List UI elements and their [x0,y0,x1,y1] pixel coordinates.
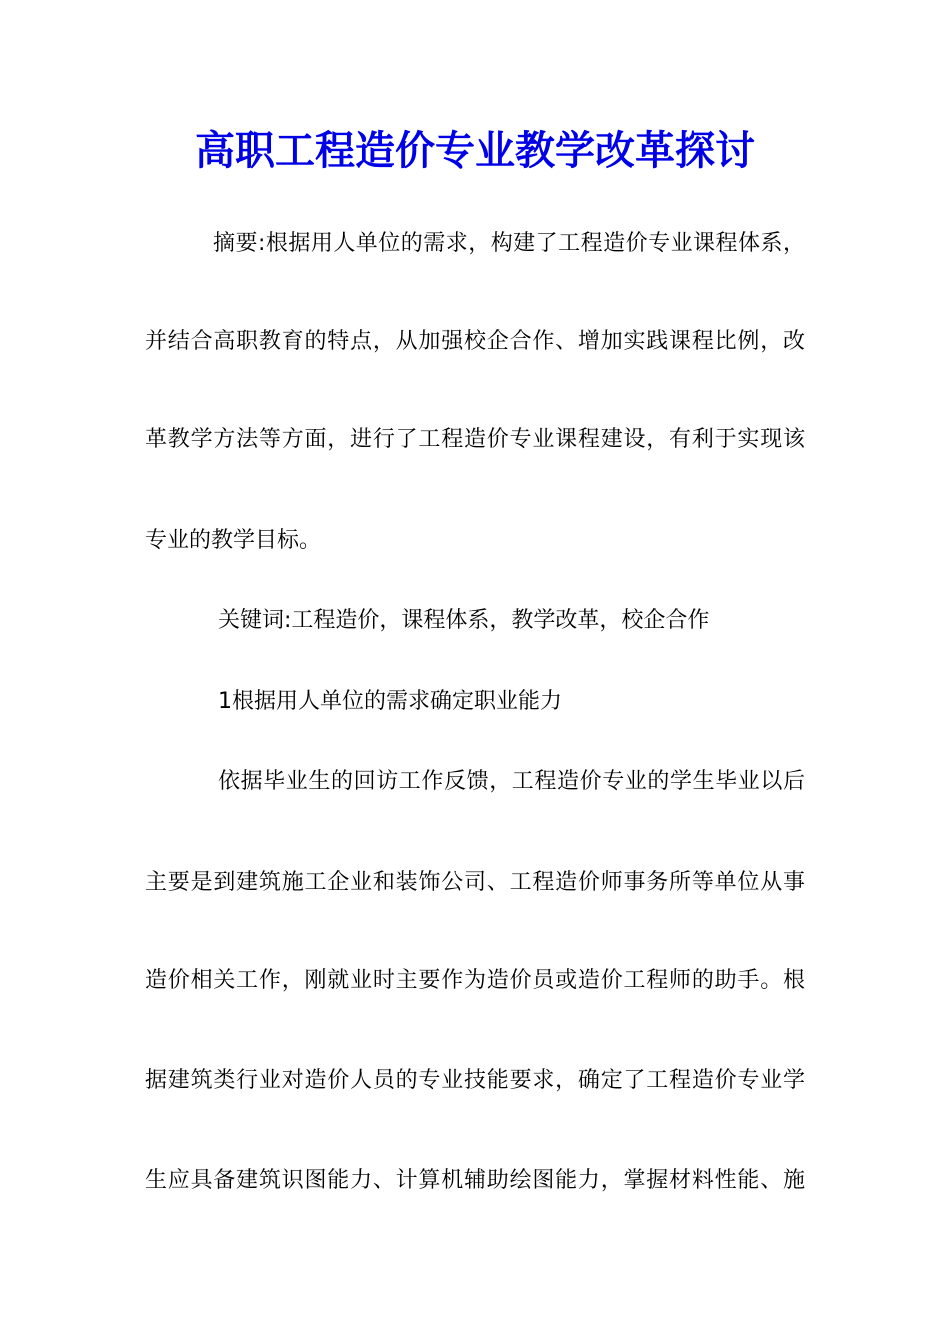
abstract-line-4: 专业的教学目标。 [145,528,322,553]
section-heading: 1根据用人单位的需求确定职业能力 [218,689,562,714]
body-line-1: 依据毕业生的回访工作反馈，工程造价专业的学生毕业以后 [218,769,805,794]
body-line-3: 造价相关工作，刚就业时主要作为造价员或造价工程师的助手。根 [145,968,805,993]
body-line-5: 生应具备建筑识图能力、计算机辅助绘图能力，掌握材料性能、施 [145,1168,805,1193]
body-line-2: 主要是到建筑施工企业和装饰公司、工程造价师事务所等单位从事 [145,870,805,895]
body-line-4: 据建筑类行业对造价人员的专业技能要求，确定了工程造价专业学 [145,1068,805,1093]
abstract-line-3: 革教学方法等方面，进行了工程造价专业课程建设，有利于实现该 [145,427,805,452]
document-title: 高职工程造价专业教学改革探讨 [195,127,755,174]
keywords-line: 关键词:工程造价，课程体系，教学改革，校企合作 [218,608,710,633]
abstract-line-2: 并结合高职教育的特点，从加强校企合作、增加实践课程比例，改 [145,329,805,354]
abstract-line-1: 摘要:根据用人单位的需求，构建了工程造价专业课程体系， [213,231,805,256]
